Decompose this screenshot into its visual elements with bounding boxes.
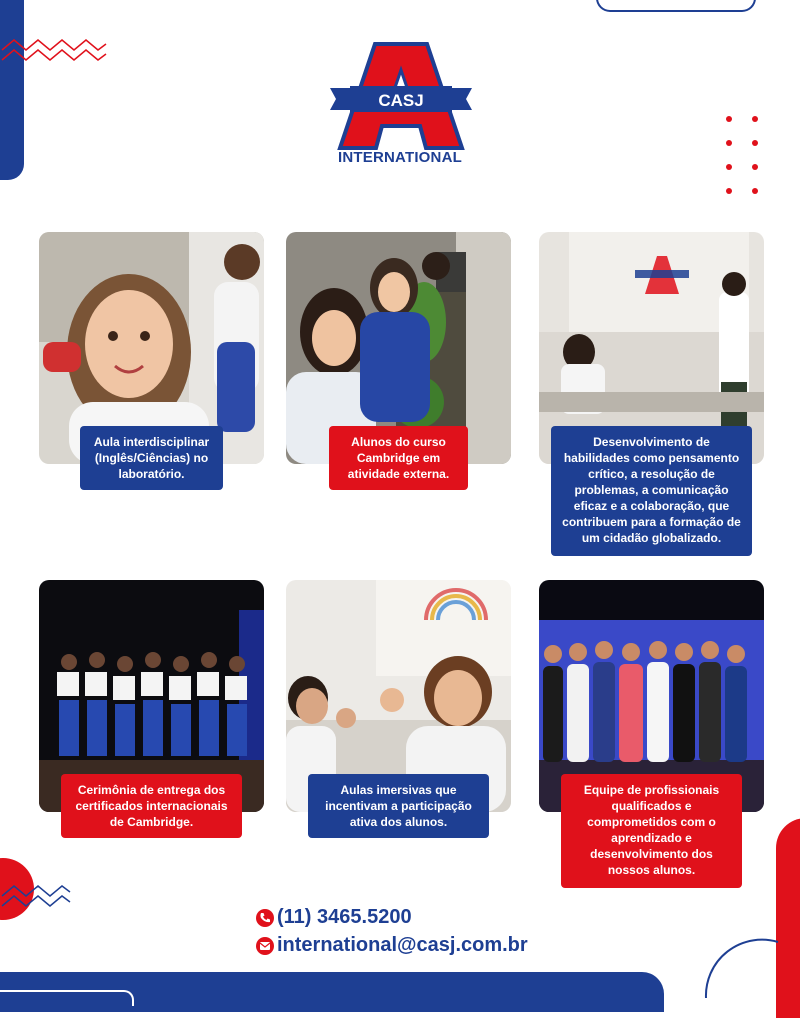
caption-lab-class: Aula interdisciplinar (Inglês/Ciências) no laboratório. bbox=[80, 426, 223, 490]
arc-decor bbox=[700, 928, 780, 998]
caption-skills: Desenvolvimento de habilidades como pensamento crítico, a resolução de problemas, a comunicação eficaz e a colaboração, que contribuem para a formação de um cidadão globalizado. bbox=[551, 426, 752, 556]
logo-letters: CASJ bbox=[378, 91, 424, 110]
contact-phone[interactable] bbox=[256, 906, 412, 929]
phone-icon bbox=[256, 909, 274, 927]
caption-outdoor-activity: Alunos do curso Cambridge em atividade externa. bbox=[329, 426, 468, 490]
email-icon bbox=[256, 937, 274, 955]
caption-immersive-class: Aulas imersivas que incentivam a participação ativa dos alunos. bbox=[308, 774, 489, 838]
zigzag-decor-top bbox=[0, 36, 110, 70]
left-decor-bar bbox=[0, 0, 24, 180]
phone-number: (11) 3465.5200 bbox=[277, 906, 412, 928]
bottom-decor-line bbox=[0, 990, 134, 1006]
logo-name: INTERNATIONAL bbox=[338, 149, 462, 166]
dot-grid-decor bbox=[726, 116, 766, 206]
caption-certificate-ceremony: Cerimônia de entrega dos certificados internacionais de Cambridge. bbox=[61, 774, 242, 838]
contact-email[interactable] bbox=[256, 934, 528, 957]
caption-staff-team: Equipe de profissionais qualificados e comprometidos com o aprendizado e desenvolvimento dos nossos alunos. bbox=[561, 774, 742, 888]
zigzag-decor-bottom bbox=[0, 878, 72, 914]
top-decor-outline bbox=[596, 0, 756, 12]
email-address: international@casj.com.br bbox=[277, 934, 528, 956]
